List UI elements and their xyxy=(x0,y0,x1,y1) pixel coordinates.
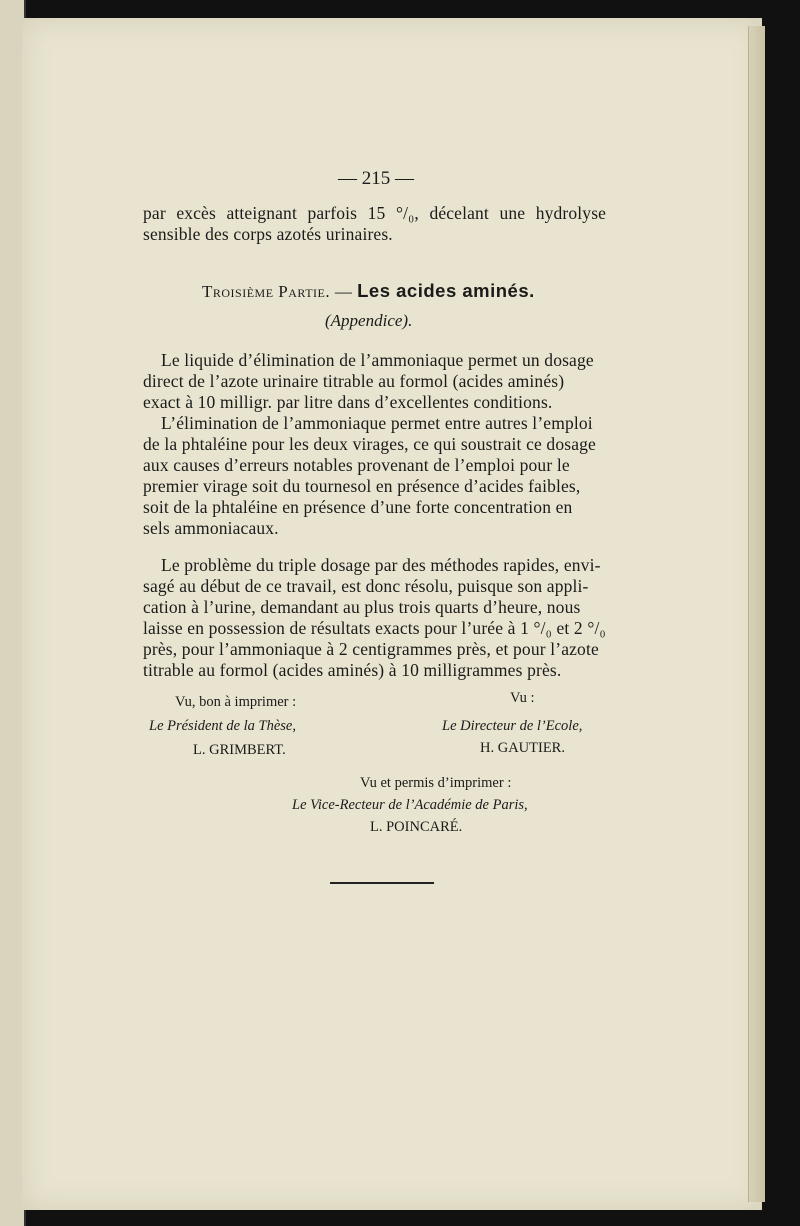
paragraph4-line: sagé au début de ce travail, est donc résolu, puisque son appli- xyxy=(143,576,589,596)
page-edge xyxy=(748,26,765,1202)
paragraph4-line: titrable au formol (acides aminés) à 10 milligrammes près. xyxy=(143,660,562,680)
section-title-prefix: Troisième Partie. — xyxy=(202,282,358,301)
paragraph2-line: direct de l’azote urinaire titrable au formol (acides aminés) xyxy=(143,371,565,391)
approval-center-name: L. POINCARÉ. xyxy=(370,819,463,835)
paragraph3-line: soit de la phtaléine en présence d’une forte concentration en xyxy=(143,497,573,517)
approval-right-title: Le Directeur de l’Ecole, xyxy=(442,718,583,734)
approval-left-heading: Vu, bon à imprimer : xyxy=(175,694,297,710)
paragraph1-line: par excès atteignant parfois 15 °/₀, décelant une hydrolyse xyxy=(143,203,607,223)
page-number: — 215 — xyxy=(338,168,414,189)
paragraph2-line: exact à 10 milligr. par litre dans d’excellentes conditions. xyxy=(143,392,553,412)
approval-right-name: H. GAUTIER. xyxy=(480,740,565,756)
paragraph3-line: L’élimination de l’ammoniaque permet entre autres l’emploi xyxy=(161,413,593,433)
approval-center-heading: Vu et permis d’imprimer : xyxy=(360,775,512,791)
section-subtitle: (Appendice). xyxy=(325,311,413,330)
section-title xyxy=(202,280,535,302)
paragraph4-line: près, pour l’ammoniaque à 2 centigrammes près, et pour l’azote xyxy=(143,639,599,659)
approval-left-title: Le Président de la Thèse, xyxy=(149,718,296,734)
closing-rule xyxy=(330,882,434,884)
paragraph3-line: de la phtaléine pour les deux virages, ce qui soustrait ce dosage xyxy=(143,434,596,454)
section-title-main: Les acides aminés. xyxy=(357,280,535,301)
approval-right-heading: Vu : xyxy=(510,690,535,706)
approval-center-title: Le Vice-Recteur de l’Académie de Paris, xyxy=(292,797,528,813)
paragraph3-line: premier virage soit du tournesol en présence d’acides faibles, xyxy=(143,476,581,496)
paragraph4-line: cation à l’urine, demandant au plus trois quarts d’heure, nous xyxy=(143,597,581,617)
approval-left-name: L. GRIMBERT. xyxy=(193,742,286,758)
paragraph3-line: aux causes d’erreurs notables provenant de l’emploi pour le xyxy=(143,455,570,475)
paragraph1-line: sensible des corps azotés urinaires. xyxy=(143,224,393,244)
paragraph4-line: laisse en possession de résultats exacts pour l’urée à 1 °/₀ et 2 °/₀ xyxy=(143,618,606,638)
paragraph2-line: Le liquide d’élimination de l’ammoniaque permet un dosage xyxy=(161,350,594,370)
paragraph3-line: sels ammoniacaux. xyxy=(143,518,279,538)
paragraph4-line: Le problème du triple dosage par des méthodes rapides, envi- xyxy=(161,555,601,575)
